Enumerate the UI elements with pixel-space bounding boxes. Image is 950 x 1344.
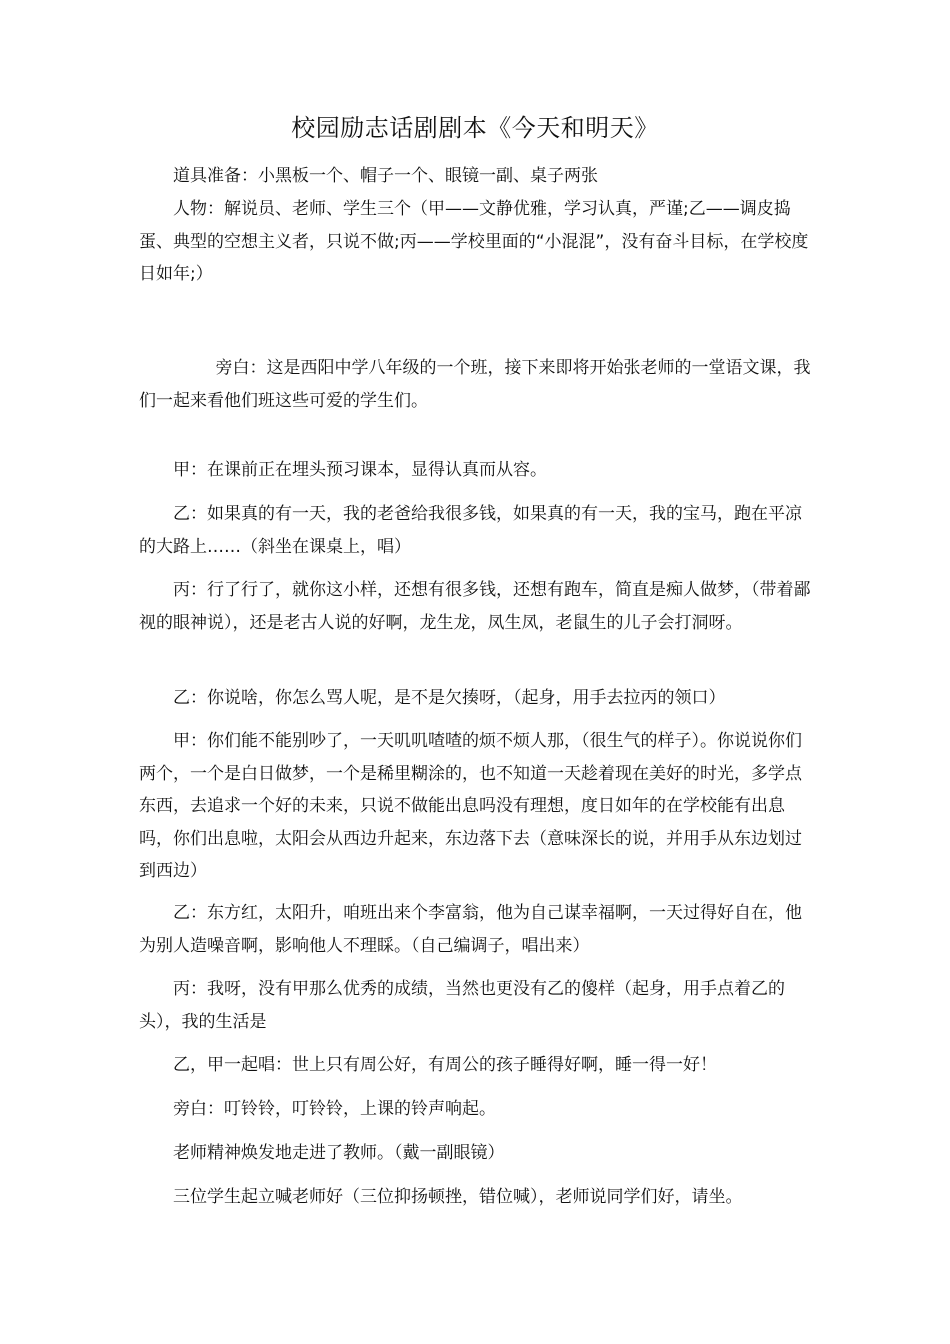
stage-direction-paragraph: 老师精神焕发地走进了教师。（戴一副眼镜） bbox=[173, 1143, 505, 1163]
dialogue-paragraph: 乙：东方红，太阳升，咱班出来个李富翁，他为自己谋幸福啊，一天过得好自在，他为别人造噪音啊，影响他人不理睬。（自己编调子，唱出来） bbox=[139, 903, 802, 956]
dialogue-paragraph: 乙：你说啥，你怎么骂人呢，是不是欠揍呀，（起身，用手去拉丙的领口） bbox=[173, 688, 726, 708]
narration-paragraph: 旁白：叮铃铃，叮铃铃，上课的铃声响起。 bbox=[173, 1099, 496, 1119]
stage-direction-paragraph: 三位学生起立喊老师好（三位抑扬顿挫，错位喊），老师说同学们好，请坐。 bbox=[173, 1187, 743, 1207]
dialogue-paragraph: 丙：行了行了，就你这小样，还想有很多钱，还想有跑车，简直是痴人做梦，（带着鄙视的眼神说），还是老古人说的好啊，龙生龙，凤生凤，老鼠生的儿子会打洞呀。 bbox=[139, 580, 811, 633]
dialogue-paragraph: 甲：你们能不能别吵了，一天叽叽喳喳的烦不烦人那，（很生气的样子）。你说说你们两个，一个是白日做梦，一个是稀里糊涂的，也不知道一天趁着现在美好的时光，多学点东西，去追求一个好的未来，只说不做能出息吗没有理想，度日如年的在学校能有出息吗，你们出息啦，太阳会从西边升起来，东边落下去（意味深长的说，并用手从东边划过到西边） bbox=[139, 731, 802, 881]
characters-paragraph: 人物：解说员、老师、学生三个（甲——文静优雅，学习认真，严谨;乙——调皮捣蛋、典型的空想主义者，只说不做;丙——学校里面的“小混混”，没有奋斗目标，在学校度日如年;） bbox=[139, 199, 809, 284]
dialogue-paragraph: 乙：如果真的有一天，我的老爸给我很多钱，如果真的有一天，我的宝马，跑在平凉的大路上……（斜坐在课桌上，唱） bbox=[139, 504, 802, 557]
dialogue-paragraph: 丙：我呀，没有甲那么优秀的成绩，当然也更没有乙的傻样（起身，用手点着乙的头），我的生活是 bbox=[139, 979, 785, 1032]
narration-paragraph: 旁白：这是西阳中学八年级的一个班，接下来即将开始张老师的一堂语文课，我们一起来看他们班这些可爱的学生们。 bbox=[139, 358, 811, 411]
document-title: 校园励志话剧剧本《今天和明天》 bbox=[291, 114, 659, 142]
dialogue-paragraph: 乙，甲一起唱：世上只有周公好，有周公的孩子睡得好啊，睡一得一好！ bbox=[173, 1055, 717, 1075]
props-paragraph: 道具准备：小黑板一个、帽子一个、眼镜一副、桌子两张 bbox=[173, 166, 598, 186]
dialogue-paragraph: 甲：在课前正在埋头预习课本，显得认真而从容。 bbox=[173, 460, 547, 480]
